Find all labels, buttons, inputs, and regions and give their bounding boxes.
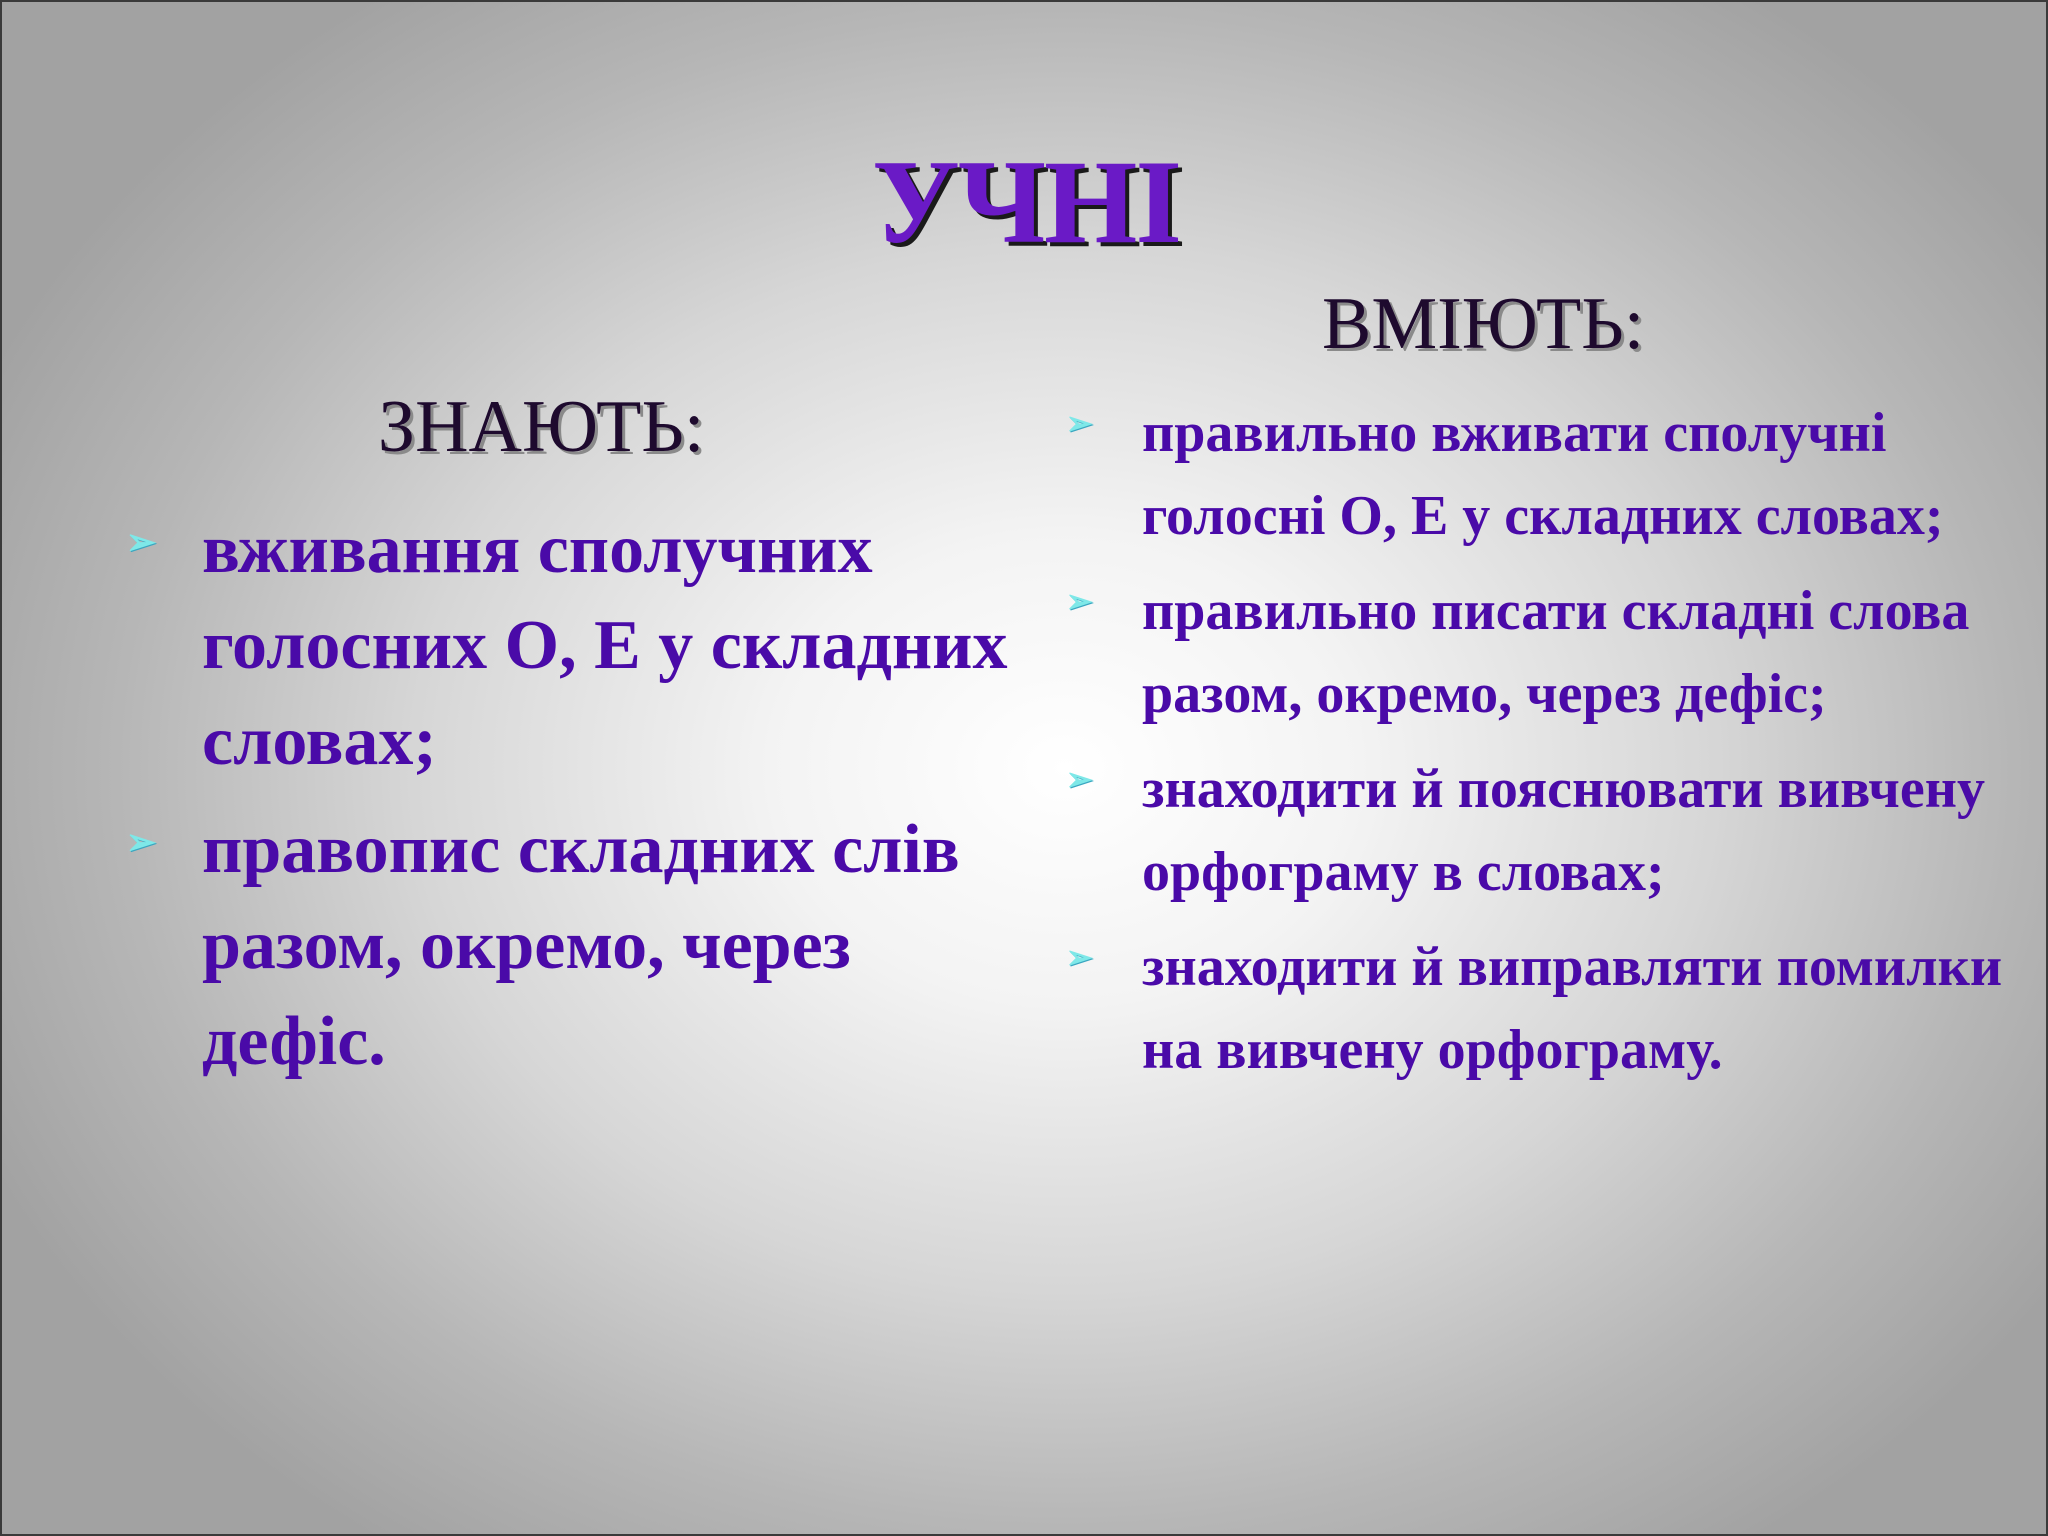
can-item-text: знаходити й виправляти помилки на вивчену орфограму. [1142,936,2003,1081]
can-list-item [1066,748,2022,914]
know-list [126,502,1022,1102]
can-list-item [1066,570,2022,736]
slide-title: УЧНІ [871,135,1181,268]
arrowhead-bullet-icon: ➢ [126,522,157,562]
heading-can: ВМІЮТЬ: [1322,283,1645,365]
can-item-text: знаходити й пояснювати вивчену орфограму в словах; [1142,758,1985,903]
know-item-text: вживання сполучних голосних О, Е у складних словах; [202,511,1008,780]
arrowhead-bullet-icon: ➢ [126,822,157,862]
know-item-text: правопис складних слів разом, окремо, через дефіс. [202,811,960,1080]
arrowhead-bullet-icon: ➢ [1066,761,1093,797]
can-item-text: правильно писати складні слова разом, окремо, через дефіс; [1142,580,1970,725]
can-item-text: правильно вживати сполучні голосні О, Е у складних словах; [1142,402,1944,547]
heading-know: ЗНАЮТЬ: [378,386,705,468]
arrowhead-bullet-icon: ➢ [1066,939,1093,975]
arrowhead-bullet-icon: ➢ [1066,583,1093,619]
can-list-item [1066,926,2022,1092]
arrowhead-bullet-icon: ➢ [1066,405,1093,441]
know-list-item [126,502,1022,790]
know-list-item [126,802,1022,1090]
can-list-item [1066,392,2022,558]
can-list [1066,392,2022,1104]
